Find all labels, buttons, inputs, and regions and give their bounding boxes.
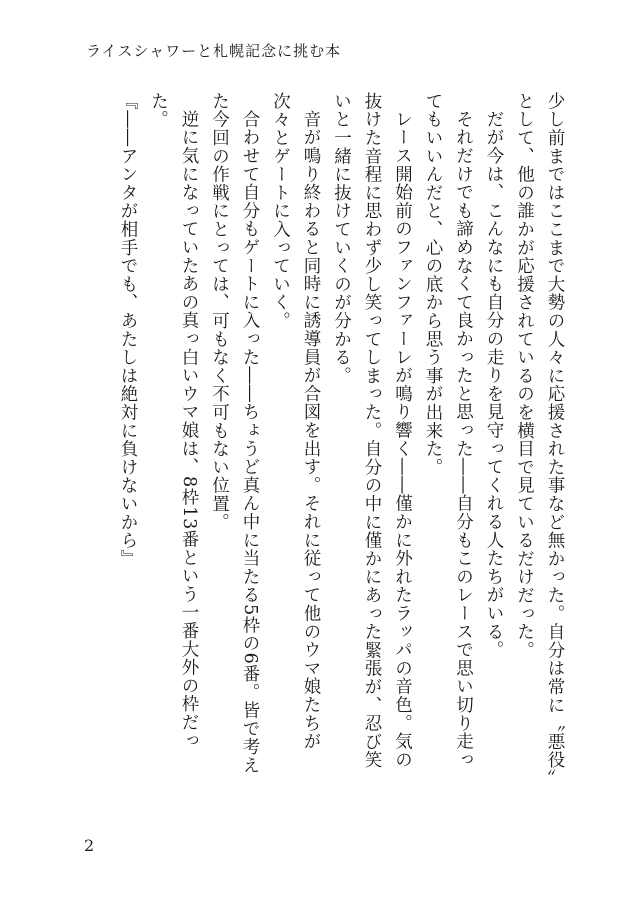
- paragraph-3: それだけでも諦めなくて良かったと思った――自分もこのレースで思い切り走ってもいいんだと、心の底から思う事が出来た。: [423, 92, 474, 769]
- paragraph-8-quote: 『――アンタが相手でも、あたしは絶対に負けないから』: [118, 92, 138, 568]
- paragraph-4: レース開始前のファンファーレが鳴り響く――僅かに外れたラッパの音色。気の抜けた音程に思わず少し笑ってしまった。自分の中に僅かにあった緊張が、忍び笑いと一緒に抜けていくのが分かる。: [331, 92, 413, 770]
- paragraph-5: 音が鳴り終わると同時に誘導員が合図を出す。それに従って他のウマ娘たちが次々とゲートに入っていく。: [270, 92, 321, 750]
- paragraph-7: 逆に気になっていたあの真っ白いウマ娘は、8枠13番という一番大外の枠だった。: [148, 92, 199, 750]
- paragraph-6: 合わせて自分もゲートに入った――ちょうど真ん中に当たる5枠の6番。皆で考えた今回の作戦にとっては、可もなく不可もない位置。: [209, 92, 260, 774]
- running-header: ライスシャワーと札幌記念に挑む本: [86, 42, 342, 60]
- paragraph-2: だが今は、こんなにも自分の走りを見守ってくれる人たちがいる。: [484, 109, 504, 659]
- page-number: 2: [84, 836, 95, 855]
- paragraph-1: 少し前まではここまで大勢の人々に応援された事など無かった。自分は常に〝悪役〟として、他の誰かが応援されているのを横目で見ているだけだった。: [514, 92, 565, 779]
- vertical-text-body: [82, 92, 570, 782]
